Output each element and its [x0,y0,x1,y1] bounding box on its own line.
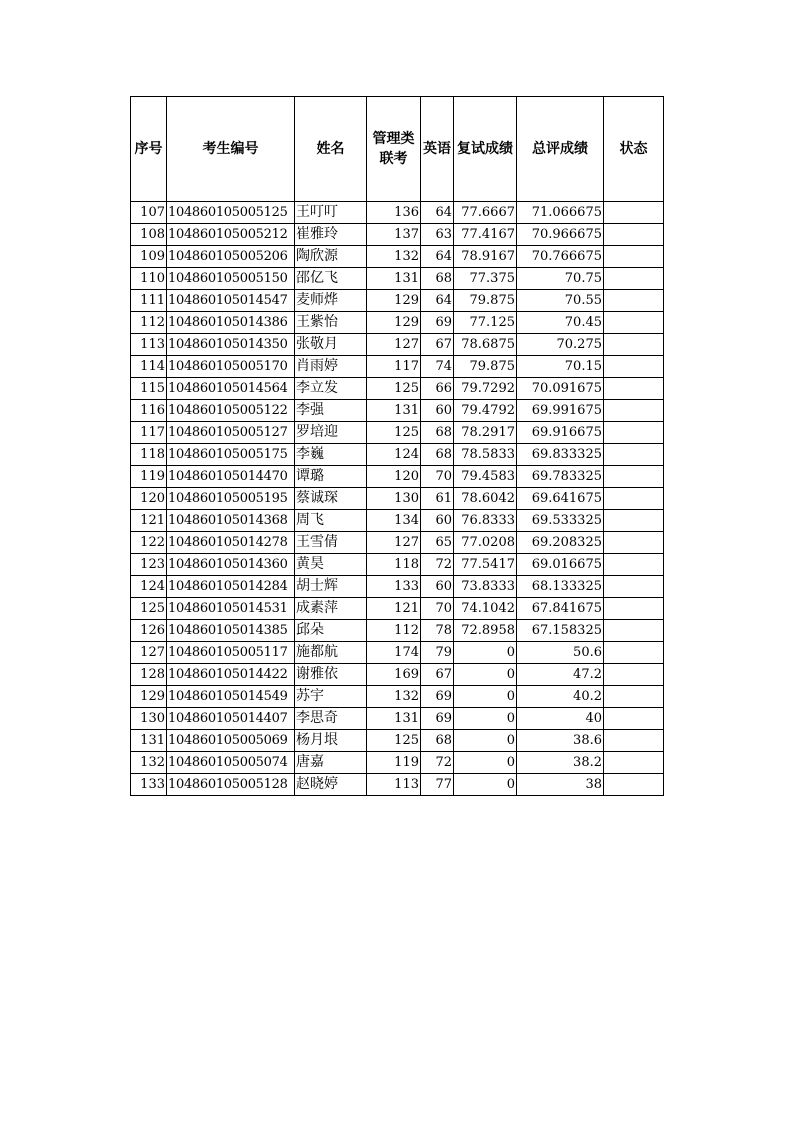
exam-id-cell: 104860105005127 [167,422,295,444]
table-row [131,730,664,752]
name-cell: 谢雅依 [295,664,367,686]
table-row [131,708,664,730]
management-exam-cell: 137 [367,224,421,246]
english-cell: 68 [421,444,454,466]
english-cell: 66 [421,378,454,400]
english-cell: 74 [421,356,454,378]
retest-score-cell: 77.0208 [454,532,517,554]
english-cell: 64 [421,246,454,268]
total-score-cell: 38 [517,774,604,796]
table-row [131,664,664,686]
header-name: 姓名 [295,97,367,202]
table-row [131,642,664,664]
management-exam-cell: 127 [367,334,421,356]
management-exam-cell: 129 [367,290,421,312]
score-table [130,96,664,796]
name-cell: 李强 [295,400,367,422]
english-cell: 60 [421,510,454,532]
status-cell [604,554,664,576]
english-cell: 68 [421,268,454,290]
total-score-cell: 67.158325 [517,620,604,642]
table-row [131,378,664,400]
retest-score-cell: 0 [454,642,517,664]
status-cell [604,598,664,620]
total-score-cell: 69.641675 [517,488,604,510]
status-cell [604,774,664,796]
total-score-cell: 38.6 [517,730,604,752]
management-exam-cell: 113 [367,774,421,796]
retest-score-cell: 79.4583 [454,466,517,488]
total-score-cell: 70.75 [517,268,604,290]
management-exam-cell: 119 [367,752,421,774]
exam-id-cell: 104860105014284 [167,576,295,598]
header-management-exam: 管理类联考 [367,97,421,202]
seq-cell: 110 [131,268,167,290]
table-body [131,202,664,796]
table-row [131,268,664,290]
total-score-cell: 69.016675 [517,554,604,576]
total-score-cell: 40.2 [517,686,604,708]
name-cell: 赵晓婷 [295,774,367,796]
exam-id-cell: 104860105014422 [167,664,295,686]
exam-id-cell: 104860105005195 [167,488,295,510]
name-cell: 王紫怡 [295,312,367,334]
english-cell: 68 [421,422,454,444]
management-exam-cell: 169 [367,664,421,686]
exam-id-cell: 104860105014368 [167,510,295,532]
exam-id-cell: 104860105014564 [167,378,295,400]
table-row [131,620,664,642]
management-exam-cell: 131 [367,268,421,290]
total-score-cell: 71.066675 [517,202,604,224]
exam-id-cell: 104860105014350 [167,334,295,356]
table-row [131,444,664,466]
exam-id-cell: 104860105005206 [167,246,295,268]
retest-score-cell: 78.2917 [454,422,517,444]
total-score-cell: 69.916675 [517,422,604,444]
english-cell: 61 [421,488,454,510]
management-exam-cell: 131 [367,708,421,730]
status-cell [604,686,664,708]
english-cell: 72 [421,752,454,774]
status-cell [604,334,664,356]
exam-id-cell: 104860105014547 [167,290,295,312]
name-cell: 杨月垠 [295,730,367,752]
english-cell: 63 [421,224,454,246]
table-row [131,224,664,246]
english-cell: 60 [421,576,454,598]
english-cell: 69 [421,708,454,730]
management-exam-cell: 121 [367,598,421,620]
management-exam-cell: 120 [367,466,421,488]
total-score-cell: 40 [517,708,604,730]
name-cell: 蔡诚琛 [295,488,367,510]
total-score-cell: 69.991675 [517,400,604,422]
english-cell: 72 [421,554,454,576]
total-score-cell: 68.133325 [517,576,604,598]
status-cell [604,312,664,334]
name-cell: 崔雅玲 [295,224,367,246]
name-cell: 谭璐 [295,466,367,488]
total-score-cell: 50.6 [517,642,604,664]
seq-cell: 120 [131,488,167,510]
total-score-cell: 69.783325 [517,466,604,488]
exam-id-cell: 104860105005175 [167,444,295,466]
english-cell: 60 [421,400,454,422]
management-exam-cell: 174 [367,642,421,664]
seq-cell: 130 [131,708,167,730]
retest-score-cell: 77.375 [454,268,517,290]
seq-cell: 126 [131,620,167,642]
seq-cell: 113 [131,334,167,356]
header-exam-id: 考生编号 [167,97,295,202]
status-cell [604,730,664,752]
exam-id-cell: 104860105014386 [167,312,295,334]
english-cell: 78 [421,620,454,642]
total-score-cell: 70.55 [517,290,604,312]
status-cell [604,400,664,422]
total-score-cell: 47.2 [517,664,604,686]
english-cell: 67 [421,664,454,686]
total-score-cell: 70.091675 [517,378,604,400]
seq-cell: 133 [131,774,167,796]
seq-cell: 122 [131,532,167,554]
retest-score-cell: 78.5833 [454,444,517,466]
header-status: 状态 [604,97,664,202]
status-cell [604,576,664,598]
exam-id-cell: 104860105005125 [167,202,295,224]
exam-id-cell: 104860105014549 [167,686,295,708]
name-cell: 李立发 [295,378,367,400]
management-exam-cell: 125 [367,378,421,400]
exam-id-cell: 104860105014385 [167,620,295,642]
name-cell: 唐嘉 [295,752,367,774]
english-cell: 65 [421,532,454,554]
status-cell [604,466,664,488]
management-exam-cell: 127 [367,532,421,554]
seq-cell: 116 [131,400,167,422]
status-cell [604,510,664,532]
management-exam-cell: 136 [367,202,421,224]
management-exam-cell: 125 [367,730,421,752]
retest-score-cell: 0 [454,708,517,730]
name-cell: 苏宇 [295,686,367,708]
table-row [131,246,664,268]
exam-id-cell: 104860105005212 [167,224,295,246]
table-row [131,774,664,796]
exam-id-cell: 104860105005069 [167,730,295,752]
exam-id-cell: 104860105005128 [167,774,295,796]
total-score-cell: 70.15 [517,356,604,378]
total-score-cell: 67.841675 [517,598,604,620]
exam-id-cell: 104860105005170 [167,356,295,378]
seq-cell: 114 [131,356,167,378]
english-cell: 70 [421,466,454,488]
english-cell: 69 [421,312,454,334]
exam-id-cell: 104860105014531 [167,598,295,620]
table-row [131,356,664,378]
table-row [131,400,664,422]
name-cell: 黄昊 [295,554,367,576]
retest-score-cell: 0 [454,664,517,686]
management-exam-cell: 118 [367,554,421,576]
retest-score-cell: 0 [454,730,517,752]
name-cell: 李巍 [295,444,367,466]
status-cell [604,532,664,554]
status-cell [604,488,664,510]
exam-id-cell: 104860105005150 [167,268,295,290]
name-cell: 成素萍 [295,598,367,620]
status-cell [604,268,664,290]
retest-score-cell: 74.1042 [454,598,517,620]
retest-score-cell: 77.4167 [454,224,517,246]
english-cell: 79 [421,642,454,664]
total-score-cell: 69.833325 [517,444,604,466]
seq-cell: 115 [131,378,167,400]
total-score-cell: 70.766675 [517,246,604,268]
exam-id-cell: 104860105005074 [167,752,295,774]
status-cell [604,642,664,664]
seq-cell: 107 [131,202,167,224]
name-cell: 胡士辉 [295,576,367,598]
name-cell: 王雪倩 [295,532,367,554]
total-score-cell: 69.208325 [517,532,604,554]
status-cell [604,290,664,312]
seq-cell: 111 [131,290,167,312]
retest-score-cell: 0 [454,752,517,774]
header-total-score: 总评成绩 [517,97,604,202]
seq-cell: 127 [131,642,167,664]
total-score-cell: 70.45 [517,312,604,334]
total-score-cell: 70.275 [517,334,604,356]
exam-id-cell: 104860105014470 [167,466,295,488]
status-cell [604,620,664,642]
retest-score-cell: 78.9167 [454,246,517,268]
seq-cell: 128 [131,664,167,686]
name-cell: 麦师烨 [295,290,367,312]
name-cell: 邱朵 [295,620,367,642]
retest-score-cell: 79.875 [454,356,517,378]
table-row [131,202,664,224]
table-row [131,532,664,554]
table-row [131,488,664,510]
seq-cell: 121 [131,510,167,532]
status-cell [604,664,664,686]
retest-score-cell: 77.6667 [454,202,517,224]
english-cell: 77 [421,774,454,796]
status-cell [604,752,664,774]
header-retest-score: 复试成绩 [454,97,517,202]
english-cell: 67 [421,334,454,356]
seq-cell: 131 [131,730,167,752]
management-exam-cell: 117 [367,356,421,378]
management-exam-cell: 131 [367,400,421,422]
retest-score-cell: 79.875 [454,290,517,312]
exam-id-cell: 104860105014407 [167,708,295,730]
exam-id-cell: 104860105014360 [167,554,295,576]
retest-score-cell: 73.8333 [454,576,517,598]
header-row [131,97,664,202]
management-exam-cell: 133 [367,576,421,598]
status-cell [604,224,664,246]
retest-score-cell: 78.6042 [454,488,517,510]
seq-cell: 109 [131,246,167,268]
management-exam-cell: 112 [367,620,421,642]
table-row [131,576,664,598]
status-cell [604,708,664,730]
status-cell [604,202,664,224]
table-row [131,290,664,312]
exam-id-cell: 104860105005117 [167,642,295,664]
name-cell: 陶欣源 [295,246,367,268]
retest-score-cell: 79.4792 [454,400,517,422]
status-cell [604,378,664,400]
management-exam-cell: 130 [367,488,421,510]
management-exam-cell: 125 [367,422,421,444]
name-cell: 罗培迎 [295,422,367,444]
management-exam-cell: 132 [367,686,421,708]
total-score-cell: 38.2 [517,752,604,774]
retest-score-cell: 72.8958 [454,620,517,642]
seq-cell: 117 [131,422,167,444]
english-cell: 68 [421,730,454,752]
seq-cell: 129 [131,686,167,708]
retest-score-cell: 0 [454,686,517,708]
retest-score-cell: 79.7292 [454,378,517,400]
table-row [131,752,664,774]
retest-score-cell: 77.5417 [454,554,517,576]
table-row [131,422,664,444]
seq-cell: 124 [131,576,167,598]
seq-cell: 125 [131,598,167,620]
english-cell: 69 [421,686,454,708]
retest-score-cell: 0 [454,774,517,796]
english-cell: 64 [421,202,454,224]
seq-cell: 132 [131,752,167,774]
table-row [131,686,664,708]
name-cell: 肖雨婷 [295,356,367,378]
exam-id-cell: 104860105005122 [167,400,295,422]
management-exam-cell: 134 [367,510,421,532]
table-row [131,598,664,620]
management-exam-cell: 132 [367,246,421,268]
seq-cell: 118 [131,444,167,466]
table-row [131,466,664,488]
name-cell: 周飞 [295,510,367,532]
retest-score-cell: 76.8333 [454,510,517,532]
name-cell: 张敬月 [295,334,367,356]
table-row [131,554,664,576]
status-cell [604,444,664,466]
table-row [131,510,664,532]
retest-score-cell: 78.6875 [454,334,517,356]
management-exam-cell: 129 [367,312,421,334]
retest-score-cell: 77.125 [454,312,517,334]
header-english: 英语 [421,97,454,202]
seq-cell: 112 [131,312,167,334]
total-score-cell: 70.966675 [517,224,604,246]
seq-cell: 123 [131,554,167,576]
name-cell: 王叮叮 [295,202,367,224]
header-seq: 序号 [131,97,167,202]
name-cell: 施都航 [295,642,367,664]
total-score-cell: 69.533325 [517,510,604,532]
name-cell: 邵亿飞 [295,268,367,290]
english-cell: 64 [421,290,454,312]
english-cell: 70 [421,598,454,620]
table-row [131,334,664,356]
management-exam-cell: 124 [367,444,421,466]
status-cell [604,422,664,444]
seq-cell: 119 [131,466,167,488]
seq-cell: 108 [131,224,167,246]
status-cell [604,246,664,268]
exam-id-cell: 104860105014278 [167,532,295,554]
table-row [131,312,664,334]
status-cell [604,356,664,378]
name-cell: 李思奇 [295,708,367,730]
